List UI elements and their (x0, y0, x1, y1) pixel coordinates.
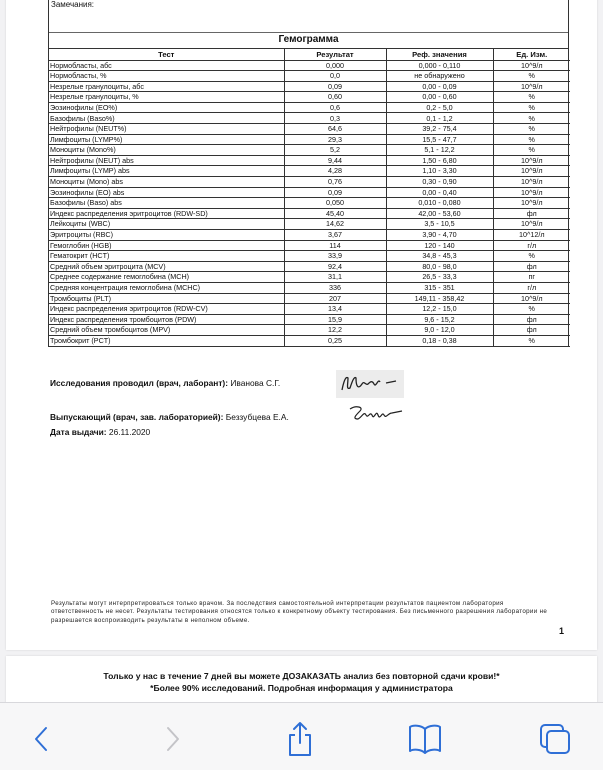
share-button[interactable] (280, 719, 320, 759)
cell-result: 45,40 (284, 208, 386, 219)
performed-by (50, 378, 280, 388)
performed-label: Исследования проводил (врач, лаборант): (50, 378, 228, 388)
pdf-page-1 (6, 0, 597, 650)
cell-test: Незрелые гранулоциты, абс (49, 81, 284, 92)
cell-unit: % (493, 102, 570, 113)
cell-test: Индекс распределения тромбоцитов (PDW) (49, 314, 284, 325)
cell-unit: 10^9/л (493, 293, 570, 304)
cell-ref: 15,5 - 47,7 (386, 134, 493, 145)
table-row (49, 272, 570, 283)
table-row (49, 325, 570, 336)
cell-ref: 26,5 - 33,3 (386, 272, 493, 283)
cell-ref: 3,90 - 4,70 (386, 230, 493, 241)
table-row (49, 240, 570, 251)
cell-ref: 1,50 - 6,80 (386, 155, 493, 166)
cell-result: 31,1 (284, 272, 386, 283)
column-header-result: Результат (284, 49, 386, 60)
chevron-left-icon (32, 724, 52, 754)
cell-test: Эозинофилы (EO%) (49, 102, 284, 113)
cell-ref: 39,2 - 75,4 (386, 124, 493, 135)
cell-result: 0,3 (284, 113, 386, 124)
table-row (49, 282, 570, 293)
cell-test: Базофилы (Baso%) (49, 113, 284, 124)
cell-test: Моноциты (Mono%) (49, 145, 284, 156)
cell-test: Тромбоциты (PLT) (49, 293, 284, 304)
cell-unit: % (493, 92, 570, 103)
column-header-test: Тест (49, 49, 284, 60)
cell-result: 15,9 (284, 314, 386, 325)
cell-test: Лимфоциты (LYMP) abs (49, 166, 284, 177)
cell-ref: 80,0 - 98,0 (386, 261, 493, 272)
cell-result: 0,25 (284, 335, 386, 346)
cell-unit: % (493, 71, 570, 82)
cell-test: Средняя концентрация гемоглобина (MCHC) (49, 282, 284, 293)
cell-unit: фл (493, 261, 570, 272)
report-meta (49, 0, 568, 33)
issue-date (50, 427, 150, 437)
cell-result: 207 (284, 293, 386, 304)
cell-ref: 149,11 - 358,42 (386, 293, 493, 304)
cell-ref: 0,00 - 0,40 (386, 187, 493, 198)
cell-unit: % (493, 113, 570, 124)
table-row (49, 198, 570, 209)
cell-unit: % (493, 145, 570, 156)
table-row (49, 335, 570, 346)
cell-test: Индекс распределения эритроцитов (RDW-SD) (49, 208, 284, 219)
table-row (49, 145, 570, 156)
cell-result: 0,60 (284, 92, 386, 103)
cell-test: Нормобласты, % (49, 71, 284, 82)
cell-unit: 10^9/л (493, 166, 570, 177)
cell-ref: не обнаружено (386, 71, 493, 82)
cell-result: 0,09 (284, 187, 386, 198)
cell-unit: пг (493, 272, 570, 283)
table-row (49, 71, 570, 82)
cell-test: Базофилы (Baso) abs (49, 198, 284, 209)
cell-unit: % (493, 335, 570, 346)
promo-line-1: Только у нас в течение 7 дней вы можете ДОЗАКАЗАТЬ анализ без повторной сдачи крови!* (103, 671, 500, 681)
table-row (49, 293, 570, 304)
cell-result: 0,000 (284, 60, 386, 71)
cell-result: 4,28 (284, 166, 386, 177)
table-row (49, 314, 570, 325)
cell-ref: 0,000 - 0,110 (386, 60, 493, 71)
cell-unit: фл (493, 325, 570, 336)
cell-result: 3,67 (284, 230, 386, 241)
table-row (49, 230, 570, 241)
results-table (49, 49, 570, 347)
table-row (49, 155, 570, 166)
table-row (49, 81, 570, 92)
chevron-right-icon (162, 724, 182, 754)
signature-ivanova (336, 370, 404, 398)
cell-test: Незрелые гранулоциты, % (49, 92, 284, 103)
cell-ref: 120 - 140 (386, 240, 493, 251)
cell-test: Нейтрофилы (NEUT%) (49, 124, 284, 135)
cell-test: Гемоглобин (HGB) (49, 240, 284, 251)
cell-result: 336 (284, 282, 386, 293)
cell-ref: 0,00 - 0,09 (386, 81, 493, 92)
page-number: 1 (559, 626, 565, 636)
back-button[interactable] (22, 719, 62, 759)
cell-ref: 0,010 - 0,080 (386, 198, 493, 209)
table-row (49, 134, 570, 145)
table-row (49, 187, 570, 198)
cell-result: 114 (284, 240, 386, 251)
section-title: Гемограмма (49, 33, 568, 49)
cell-unit: % (493, 251, 570, 262)
book-icon (407, 723, 443, 755)
cell-result: 64,6 (284, 124, 386, 135)
table-row (49, 261, 570, 272)
promo-line-2: *Более 90% исследований. Подробная информация у администратора (150, 683, 453, 693)
column-header-unit: Ед. Изм. (493, 49, 570, 60)
cell-ref: 42,00 - 53,60 (386, 208, 493, 219)
cell-test: Гематокрит (HCT) (49, 251, 284, 262)
table-row (49, 208, 570, 219)
disclaimer-text: Результаты могут интерпретироваться только врачом. За последствия самостоятельной интерпретации результатов пациентом лаборатория ответственность не несет. Результаты тестирования относятся только к конкретному объекту тестирования. Без письменного разрешения лаборатории не разрешается воспроизводить результаты в неполном объеме. (51, 600, 548, 624)
cell-result: 0,6 (284, 102, 386, 113)
cell-ref: 0,18 - 0,38 (386, 335, 493, 346)
cell-unit: 10^9/л (493, 187, 570, 198)
cell-ref: 0,2 - 5,0 (386, 102, 493, 113)
cell-unit: % (493, 134, 570, 145)
cell-unit: % (493, 124, 570, 135)
released-by (50, 412, 289, 422)
cell-result: 0,050 (284, 198, 386, 209)
cell-ref: 0,30 - 0,90 (386, 177, 493, 188)
cell-result: 5,2 (284, 145, 386, 156)
cell-test: Лейкоциты (WBC) (49, 219, 284, 230)
remarks-label: Замечания: (51, 0, 95, 9)
browser-toolbar (0, 702, 603, 770)
cell-ref: 12,2 - 15,0 (386, 304, 493, 315)
cell-unit: 10^9/л (493, 198, 570, 209)
released-label: Выпускающий (врач, зав. лабораторией): (50, 412, 224, 422)
cell-result: 12,2 (284, 325, 386, 336)
cell-unit: г/л (493, 282, 570, 293)
table-row (49, 219, 570, 230)
cell-ref: 3,5 - 10,5 (386, 219, 493, 230)
cell-ref: 0,1 - 1,2 (386, 113, 493, 124)
cell-ref: 315 - 351 (386, 282, 493, 293)
cell-ref: 1,10 - 3,30 (386, 166, 493, 177)
table-row (49, 92, 570, 103)
table-row (49, 166, 570, 177)
cell-unit: 10^9/л (493, 219, 570, 230)
released-name: Беззубцева Е.А. (225, 412, 289, 422)
performed-name: Иванова С.Г. (230, 378, 281, 388)
cell-test: Эритроциты (RBC) (49, 230, 284, 241)
cell-ref: 0,00 - 0,60 (386, 92, 493, 103)
cell-test: Моноциты (Mono) abs (49, 177, 284, 188)
cell-result: 0,0 (284, 71, 386, 82)
bookmarks-button[interactable] (405, 719, 445, 759)
cell-result: 33,9 (284, 251, 386, 262)
signature-bezzubtseva (346, 403, 406, 425)
cell-test: Нормобласты, абс (49, 60, 284, 71)
cell-test: Лимфоциты (LYMP%) (49, 134, 284, 145)
cell-result: 0,76 (284, 177, 386, 188)
forward-button[interactable] (152, 719, 192, 759)
cell-result: 13,4 (284, 304, 386, 315)
issue-date-value: 26.11.2020 (108, 427, 151, 437)
tabs-button[interactable] (535, 719, 575, 759)
table-row (49, 124, 570, 135)
cell-test: Средний объем эритроцита (MCV) (49, 261, 284, 272)
cell-test: Нейтрофилы (NEUT) abs (49, 155, 284, 166)
table-row (49, 102, 570, 113)
cell-result: 0,09 (284, 81, 386, 92)
table-header-row (49, 49, 570, 60)
cell-result: 29,3 (284, 134, 386, 145)
promo-banner (6, 670, 597, 694)
cell-ref: 5,1 - 12,2 (386, 145, 493, 156)
column-header-ref: Реф. значения (386, 49, 493, 60)
cell-test: Эозинофилы (EO) abs (49, 187, 284, 198)
cell-unit: 10^9/л (493, 81, 570, 92)
cell-test: Среднее содержание гемоглобина (MCH) (49, 272, 284, 283)
cell-unit: 10^9/л (493, 60, 570, 71)
table-row (49, 113, 570, 124)
cell-unit: 10^12/л (493, 230, 570, 241)
cell-ref: 9,6 - 15,2 (386, 314, 493, 325)
cell-ref: 34,8 - 45,3 (386, 251, 493, 262)
table-row (49, 304, 570, 315)
table-row (49, 177, 570, 188)
cell-test: Тромбокрит (PCT) (49, 335, 284, 346)
cell-result: 92,4 (284, 261, 386, 272)
cell-result: 9,44 (284, 155, 386, 166)
cell-result: 14,62 (284, 219, 386, 230)
cell-ref: 9,0 - 12,0 (386, 325, 493, 336)
cell-test: Индекс распределения эритроцитов (RDW-CV) (49, 304, 284, 315)
cell-unit: г/л (493, 240, 570, 251)
cell-unit: % (493, 304, 570, 315)
cell-unit: 10^9/л (493, 177, 570, 188)
table-row (49, 251, 570, 262)
cell-test: Средний объем тромбоцитов (MPV) (49, 325, 284, 336)
cell-unit: фл (493, 208, 570, 219)
table-row (49, 60, 570, 71)
cell-unit: фл (493, 314, 570, 325)
issue-date-label: Дата выдачи: (50, 427, 107, 437)
report-frame (48, 0, 569, 347)
share-icon (285, 721, 315, 757)
cell-unit: 10^9/л (493, 155, 570, 166)
tabs-icon (538, 722, 572, 756)
